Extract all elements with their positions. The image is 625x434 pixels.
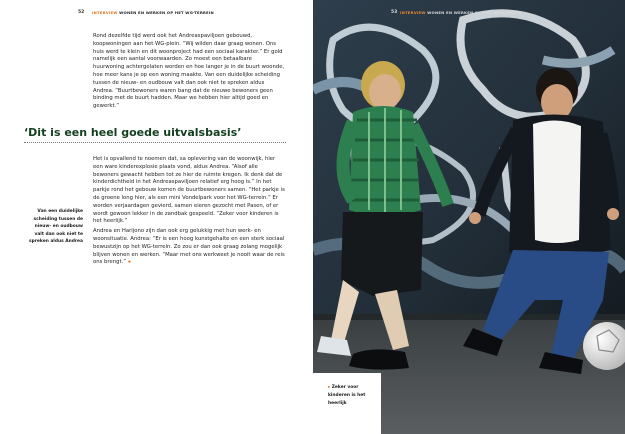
- section-body: [93, 156, 285, 269]
- photo-kids-playing-football-icon: [313, 0, 625, 434]
- running-head-right: [400, 10, 522, 15]
- running-head-right-prefix: INTERVIEW: [400, 10, 426, 15]
- dotted-rule: [24, 142, 286, 143]
- running-head-right-title: WONEN EN WERKEN OP HET WG-TERREIN: [427, 10, 522, 15]
- running-head-prefix: INTERVIEW: [92, 10, 118, 15]
- running-head-title: WONEN EN WERKEN OP HET WG-TERREIN: [119, 10, 214, 15]
- section-heading: ‘Dit is een heel goede uitvalsbasis’: [24, 126, 242, 139]
- page-number-right: 53: [391, 10, 398, 15]
- photo-caption-box: [313, 373, 381, 434]
- running-head-left: [92, 10, 214, 15]
- end-mark-icon: ◂: [127, 259, 131, 266]
- caption-arrow-icon: ▸: [328, 385, 331, 390]
- caption-text: Zeker voor kinderen is het heerlijk: [328, 385, 366, 406]
- right-page: [313, 0, 625, 434]
- intro-paragraph: [93, 33, 285, 113]
- section-paragraph-2: [93, 228, 285, 267]
- section-paragraph-1: Het is opvallend te noemen dat, sa oplevering van de woonwijk, hier een ware kinderexplosie plaats vond, aldus Andrea. “Alsof alle bewoners gewacht hebben tot ze hier de ruimte kregen. Ik denk dat de kinderdichtheid in het Andreaspaviljoen relatief erg hoog is.” In het parkje rond het gebouw komen de buurtbewoners samen. “Het parkje is de groene long hier, als een mini Vondelpark voor het WG-terrein.” Er worden verjaardagen gevierd, samen eieren gezocht met Pasen, of er wordt gewoon lekker in de zandbak gespeeld. “Zeker voor kinderen is het heerlijk.”: [93, 156, 285, 225]
- pull-quote: Van een duidelijke scheiding tussen de nieuw- en oudbouw valt dan ook niet te spreken aldus Andrea: [29, 209, 83, 245]
- intro-text: Rond dezelfde tijd werd ook het Andreaspaviljoen gebouwd, koopwoningen aan het WG-plein. “Wij wilden daar graag wonen. Ons huis werd te klein en dit woonproject had een sociaal karakter.” Er gold namelijk een aantal voorwaarden. Zo moest een betaalbare huurwoning achtergelaten worden en hoe langer je in de buurt woonde, hoe meer kans je op een woning maakte. Van een duidelijke scheiding tussen de nieuw- en oudbouw valt dan ook niet te spreken aldus Andrea. “Buurtbewoners waren bang dat de nieuwe bewoners geen binding met de buurt hadden. Maar we hebben hier altijd goed en gewerkt.”: [93, 33, 285, 110]
- section-paragraph-2-text: Andrea en Harijono zijn dan ook erg gelukkig met hun werk- en woonsituatie. Andrea: “Er is een hoog kunstgehalte en een sterk sociaal bewustzijn op het WG-terrein. Zo zou er dan ook graag zolang mogelijk blijven wonen en werken. “Maar met ons werkweet je nooit waar de reis ons brengt.”: [93, 228, 285, 266]
- page-number-left: 52: [78, 10, 85, 15]
- photo-caption: [328, 384, 376, 408]
